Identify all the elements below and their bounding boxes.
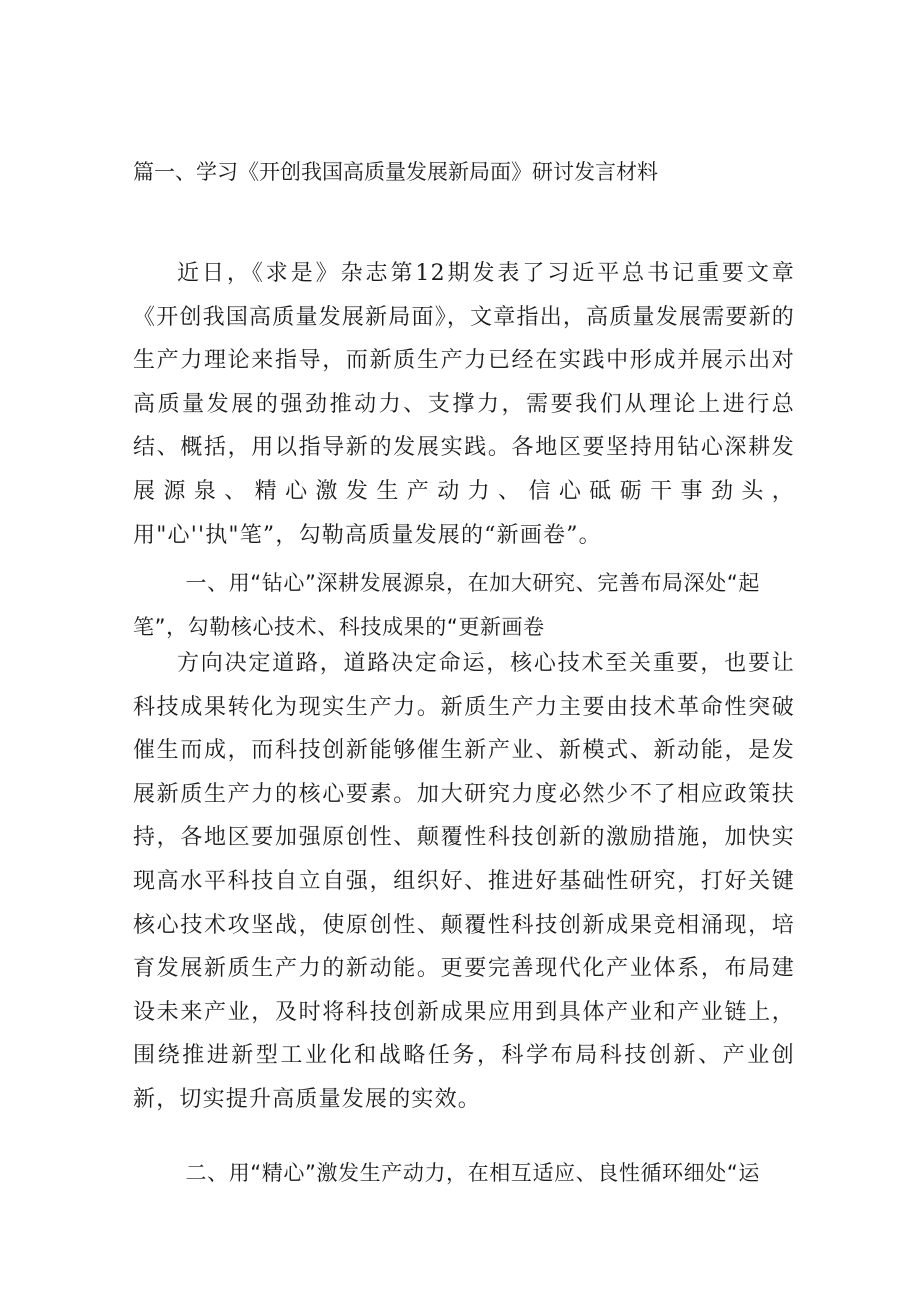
section-2-heading: 二、用“精心”激发生产动力，在相互适应、良性循环细处“运 (185, 1161, 760, 1185)
section-1-body: 方向决定道路，道路决定命运，核心技术至关重要，也要让科技成果转化为现实生产力。新质生产力主要由技术革命性突破催生而成，而科技创新能够催生新产业、新模式、新动能，是发展新质生产力的核心要素。加大研究力度必然少不了相应政策扶持，各地区要加强原创性、颠覆性科技创新的激励措施，加快实现高水平科技自立自强，组织好、推进好基础性研究，打好关键核心技术攻坚战，使原创性、颠覆性科技创新成果竞相涌现，培育发展新质生产力的新动能。更要完善现代化产业体系，布局建设未来产业，及时将科技创新成果应用到具体产业和产业链上，围绕推进新型工业化和战略任务，科学布局科技创新、产业创新，切实提升高质量发展的实效。 (133, 651, 795, 1112)
section-1-heading: 一、用“钻心”深耕发展源泉，在加大研究、完善布局深处“起笔”，勾勒核心技术、科技成果的“更新画卷 (133, 571, 760, 639)
document-title: 篇一、学习《开创我国高质量发展新局面》研讨发言材料 (133, 160, 658, 184)
intro-paragraph: 近日，《求是》杂志第12期发表了习近平总书记重要文章《开创我国高质量发展新局面》，文章指出，高质量发展需要新的生产力理论来指导，而新质生产力已经在实践中形成并展示出对高质量发展的强劲推动力、支撑力，需要我们从理论上进行总结、概括，用以指导新的发展实践。各地区要坚持用钻心深耕发展源泉、精心激发生产动力、信心砥砺干事劲头，用"心''执"笔”，勾勒高质量发展的“新画卷”。 (133, 261, 795, 548)
